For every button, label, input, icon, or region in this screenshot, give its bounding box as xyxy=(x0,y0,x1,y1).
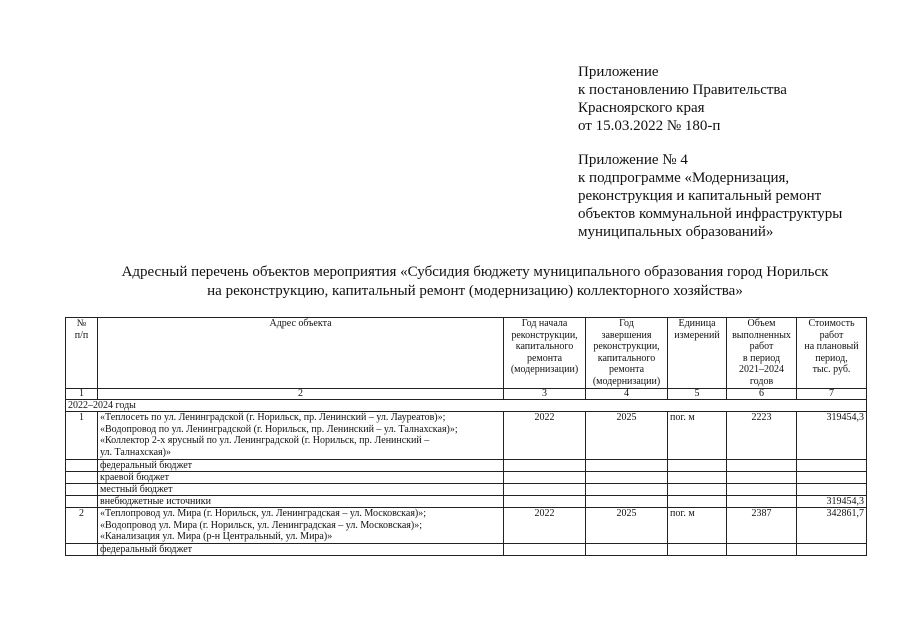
row-start-year: 2022 xyxy=(504,412,586,460)
appendix-line: реконструкция и капитальный ремонт xyxy=(578,188,822,204)
row-cost: 319454,3 xyxy=(797,412,867,460)
funding-row xyxy=(66,472,867,484)
funding-row xyxy=(66,484,867,496)
funding-row xyxy=(66,496,867,508)
row-num: 1 xyxy=(66,412,98,460)
appendix-line: Приложение № 4 xyxy=(578,152,688,168)
row-address: «Теплосеть по ул. Ленинградской (г. Норильск, пр. Ленинский – ул. Лауреатов)»; «Водопровод по ул. Ленинградской (г. Норильск, пр. Ленинский – ул. Талнахская)»; «Коллектор 2-х ярусный по ул. Ленинградской (г. Норильск, пр. Ленинский – ул. Талнахская)» xyxy=(98,412,504,460)
table-row xyxy=(66,508,867,544)
section-label: 2022–2024 годы xyxy=(66,400,867,412)
funding-cost xyxy=(797,460,867,472)
appendix-line: объектов коммунальной инфраструктуры xyxy=(578,206,843,222)
row-start-year: 2022 xyxy=(504,508,586,544)
funding-label: федеральный бюджет xyxy=(98,460,504,472)
funding-label: местный бюджет xyxy=(98,484,504,496)
column-number: 2 xyxy=(98,389,504,400)
funding-row xyxy=(66,543,867,555)
row-cost: 342861,7 xyxy=(797,508,867,544)
row-num: 2 xyxy=(66,508,98,544)
funding-label: федеральный бюджет xyxy=(98,543,504,555)
row-volume: 2223 xyxy=(727,412,797,460)
funding-label: внебюджетные источники xyxy=(98,496,504,508)
appendix-line: от 15.03.2022 № 180-п xyxy=(578,118,721,134)
document-title xyxy=(60,263,890,301)
section-row xyxy=(66,400,867,412)
row-end-year: 2025 xyxy=(586,412,668,460)
title-line: Адресный перечень объектов мероприятия «Субсидия бюджету муниципального образования город Норильск xyxy=(121,264,829,280)
column-number: 6 xyxy=(727,389,797,400)
header-unit: Единица измерений xyxy=(668,318,727,389)
appendix-to-resolution xyxy=(578,63,787,135)
header-end-year: Год завершения реконструкции, капитального ремонта (модернизации) xyxy=(586,318,668,389)
funding-row xyxy=(66,460,867,472)
column-number: 1 xyxy=(66,389,98,400)
header-num: № п/п xyxy=(66,318,98,389)
row-address: «Теплопровод ул. Мира (г. Норильск, ул. Ленинградская – ул. Московская)»; «Водопровод ул. Мира (г. Норильск, ул. Ленинградская – ул. Московская)»; «Канализация ул. Мира (р-н Центральный, ул. Мира)» xyxy=(98,508,504,544)
header-address: Адрес объекта xyxy=(98,318,504,389)
appendix-line: Красноярского края xyxy=(578,100,705,116)
column-numbers-row xyxy=(66,389,867,400)
column-number: 7 xyxy=(797,389,867,400)
column-number: 3 xyxy=(504,389,586,400)
header-volume: Объем выполненных работ в период 2021–2024 годов xyxy=(727,318,797,389)
appendix-line: к постановлению Правительства xyxy=(578,82,787,98)
row-volume: 2387 xyxy=(727,508,797,544)
column-number: 4 xyxy=(586,389,668,400)
row-end-year: 2025 xyxy=(586,508,668,544)
table-row xyxy=(66,412,867,460)
appendix-line: Приложение xyxy=(578,64,659,80)
header-cost: Стоимость работ на плановый период, тыс. руб. xyxy=(797,318,867,389)
column-number: 5 xyxy=(668,389,727,400)
appendix-to-subprogram xyxy=(578,151,842,241)
funding-label: краевой бюджет xyxy=(98,472,504,484)
header-start-year: Год начала реконструкции, капитального ремонта (модернизации) xyxy=(504,318,586,389)
funding-cost xyxy=(797,543,867,555)
appendix-line: муниципальных образований» xyxy=(578,224,774,240)
funding-cost xyxy=(797,484,867,496)
row-unit: пог. м xyxy=(668,508,727,544)
row-unit: пог. м xyxy=(668,412,727,460)
objects-table xyxy=(65,317,867,556)
appendix-line: к подпрограмме «Модернизация, xyxy=(578,170,790,186)
funding-cost xyxy=(797,472,867,484)
title-line: на реконструкцию, капитальный ремонт (модернизацию) коллекторного хозяйства» xyxy=(207,283,743,299)
table-header-row xyxy=(66,318,867,389)
funding-cost: 319454,3 xyxy=(797,496,867,508)
